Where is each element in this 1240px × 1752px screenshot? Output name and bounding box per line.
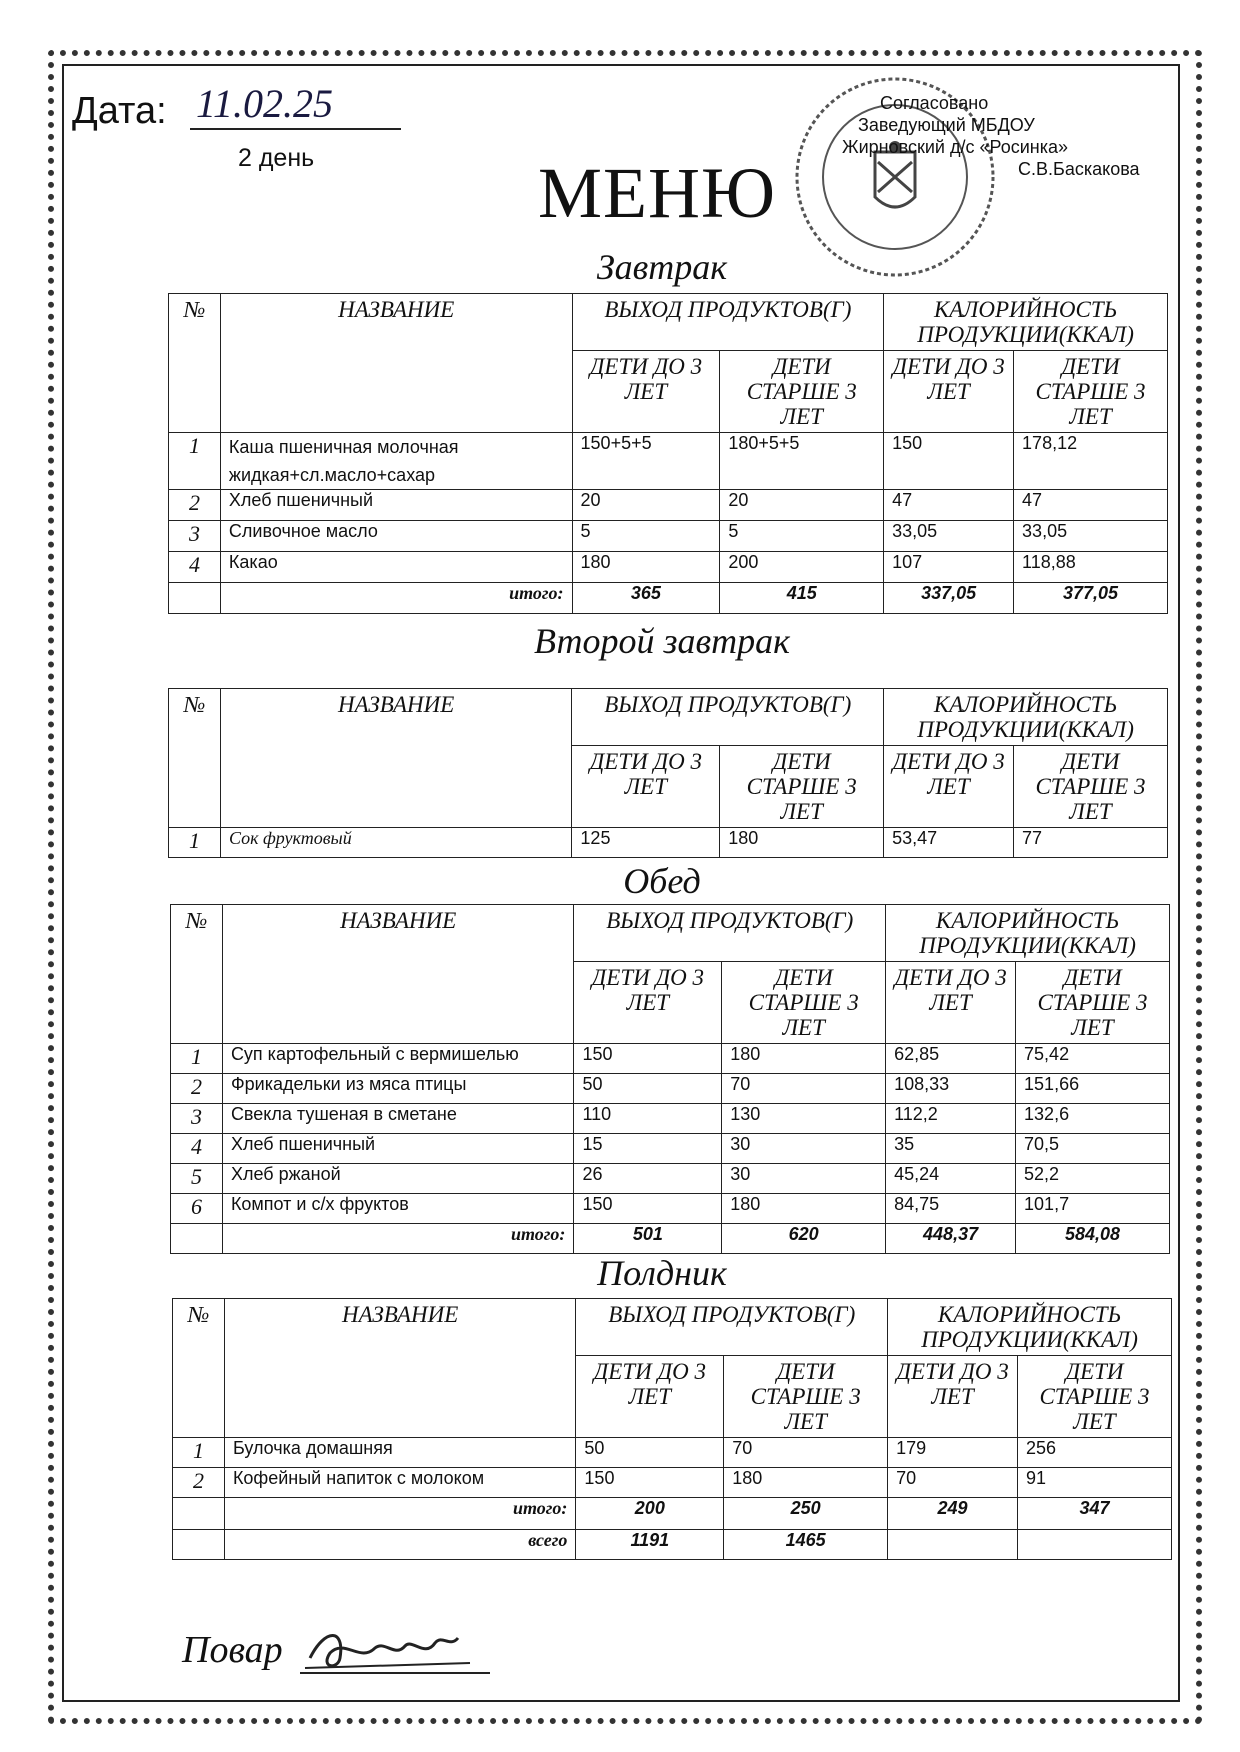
col-header-under3: ДЕТИ ДО 3 ЛЕТ <box>574 962 722 1044</box>
dish-name: Булочка домашняя <box>224 1438 575 1468</box>
output-under3: 180 <box>572 552 720 583</box>
col-header-over3: ДЕТИ СТАРШЕ 3 ЛЕТ <box>720 746 884 828</box>
cook-label: Повар <box>182 1629 283 1671</box>
calories-under3: 33,05 <box>884 521 1014 552</box>
total-label: итого: <box>222 1224 574 1254</box>
output-under3: 150+5+5 <box>572 433 720 490</box>
total-calories-under3: 448,37 <box>886 1224 1016 1254</box>
output-over3: 180 <box>720 828 884 858</box>
output-over3: 30 <box>722 1164 886 1194</box>
calories-over3: 91 <box>1018 1468 1172 1498</box>
empty-cell <box>888 1530 1018 1560</box>
col-header-calories: КАЛОРИЙНОСТЬ ПРОДУКЦИИ(ККАЛ) <box>886 905 1170 962</box>
calories-over3: 118,88 <box>1014 552 1168 583</box>
col-header-over3: ДЕТИ СТАРШЕ 3 ЛЕТ <box>1014 351 1168 433</box>
col-header-over3: ДЕТИ СТАРШЕ 3 ЛЕТ <box>724 1356 888 1438</box>
col-header-output: ВЫХОД ПРОДУКТОВ(Г) <box>574 905 886 962</box>
output-over3: 70 <box>724 1438 888 1468</box>
table-row <box>171 1044 1170 1074</box>
calories-over3: 70,5 <box>1016 1134 1170 1164</box>
row-num: 1 <box>169 433 221 490</box>
col-header-under3: ДЕТИ ДО 3 ЛЕТ <box>886 962 1016 1044</box>
calories-under3: 179 <box>888 1438 1018 1468</box>
dish-name: Суп картофельный с вермишелью <box>222 1044 574 1074</box>
table-row <box>169 490 1168 521</box>
output-over3: 180 <box>722 1044 886 1074</box>
total-calories-under3: 337,05 <box>884 583 1014 614</box>
approval-signatory: С.В.Баскакова <box>1018 159 1140 179</box>
total-output-over3: 415 <box>720 583 884 614</box>
output-under3: 20 <box>572 490 720 521</box>
col-header-under3: ДЕТИ ДО 3 ЛЕТ <box>572 746 720 828</box>
dish-name: Какао <box>220 552 572 583</box>
row-num: 3 <box>171 1104 223 1134</box>
output-under3: 26 <box>574 1164 722 1194</box>
total-calories-over3: 347 <box>1018 1498 1172 1530</box>
output-over3: 70 <box>722 1074 886 1104</box>
total-output-over3: 620 <box>722 1224 886 1254</box>
output-under3: 15 <box>574 1134 722 1164</box>
output-under3: 50 <box>576 1438 724 1468</box>
table-row <box>173 1438 1172 1468</box>
row-num: 4 <box>171 1134 223 1164</box>
table-row <box>169 828 1168 858</box>
calories-under3: 62,85 <box>886 1044 1016 1074</box>
col-header-name: НАЗВАНИЕ <box>220 294 572 433</box>
second-breakfast-table <box>168 688 1168 858</box>
col-header-name: НАЗВАНИЕ <box>220 689 571 828</box>
calories-under3: 112,2 <box>886 1104 1016 1134</box>
col-header-num: № <box>173 1299 225 1438</box>
dish-name: Фрикадельки из мяса птицы <box>222 1074 574 1104</box>
table-row <box>171 1134 1170 1164</box>
date-value: 11.02.25 <box>190 80 401 130</box>
section-title-snack: Полдник <box>597 1253 727 1293</box>
output-under3: 5 <box>572 521 720 552</box>
row-num: 4 <box>169 552 221 583</box>
calories-over3: 132,6 <box>1016 1104 1170 1134</box>
col-header-over3: ДЕТИ СТАРШЕ 3 ЛЕТ <box>1016 962 1170 1044</box>
col-header-name: НАЗВАНИЕ <box>222 905 574 1044</box>
date-label: Дата: <box>72 90 167 132</box>
section-title-second-breakfast: Второй завтрак <box>534 621 790 661</box>
col-header-calories: КАЛОРИЙНОСТЬ ПРОДУКЦИИ(ККАЛ) <box>884 294 1168 351</box>
section-title-lunch: Обед <box>623 861 701 901</box>
output-over3: 180 <box>722 1194 886 1224</box>
col-header-under3: ДЕТИ ДО 3 ЛЕТ <box>884 351 1014 433</box>
calories-over3: 77 <box>1014 828 1168 858</box>
table-row <box>169 552 1168 583</box>
calories-under3: 47 <box>884 490 1014 521</box>
calories-over3: 52,2 <box>1016 1164 1170 1194</box>
col-header-under3: ДЕТИ ДО 3 ЛЕТ <box>888 1356 1018 1438</box>
page-title: МЕНЮ <box>538 153 776 233</box>
dish-name: Сливочное масло <box>220 521 572 552</box>
col-header-calories: КАЛОРИЙНОСТЬ ПРОДУКЦИИ(ККАЛ) <box>888 1299 1172 1356</box>
calories-under3: 35 <box>886 1134 1016 1164</box>
row-num: 2 <box>169 490 221 521</box>
calories-over3: 178,12 <box>1014 433 1168 490</box>
calories-over3: 75,42 <box>1016 1044 1170 1074</box>
dish-name: Каша пшеничная молочная жидкая+сл.масло+сахар <box>220 433 572 490</box>
table-row <box>173 1468 1172 1498</box>
grand-total-label: всего <box>224 1530 575 1560</box>
output-under3: 125 <box>572 828 720 858</box>
row-num: 1 <box>169 828 221 858</box>
table-row <box>169 521 1168 552</box>
output-under3: 50 <box>574 1074 722 1104</box>
calories-under3: 53,47 <box>884 828 1014 858</box>
calories-under3: 150 <box>884 433 1014 490</box>
approval-line: Согласовано <box>880 93 989 113</box>
total-calories-over3: 377,05 <box>1014 583 1168 614</box>
col-header-under3: ДЕТИ ДО 3 ЛЕТ <box>572 351 720 433</box>
row-num: 2 <box>171 1074 223 1104</box>
col-header-calories: КАЛОРИЙНОСТЬ ПРОДУКЦИИ(ККАЛ) <box>884 689 1168 746</box>
output-over3: 200 <box>720 552 884 583</box>
total-output-over3: 250 <box>724 1498 888 1530</box>
grand-total-row <box>173 1530 1172 1560</box>
calories-over3: 151,66 <box>1016 1074 1170 1104</box>
row-num: 5 <box>171 1164 223 1194</box>
total-calories-under3: 249 <box>888 1498 1018 1530</box>
total-label: итого: <box>220 583 572 614</box>
total-row <box>169 583 1168 614</box>
total-calories-over3: 584,08 <box>1016 1224 1170 1254</box>
calories-over3: 101,7 <box>1016 1194 1170 1224</box>
calories-under3: 108,33 <box>886 1074 1016 1104</box>
total-row <box>171 1224 1170 1254</box>
calories-under3: 45,24 <box>886 1164 1016 1194</box>
calories-over3: 33,05 <box>1014 521 1168 552</box>
empty-cell <box>171 1224 223 1254</box>
empty-cell <box>173 1530 225 1560</box>
empty-cell <box>1018 1530 1172 1560</box>
day-label: 2 день <box>238 144 315 172</box>
calories-over3: 47 <box>1014 490 1168 521</box>
row-num: 1 <box>173 1438 225 1468</box>
breakfast-table <box>168 293 1168 614</box>
approval-line: Заведующий МБДОУ <box>858 115 1035 135</box>
col-header-output: ВЫХОД ПРОДУКТОВ(Г) <box>572 294 884 351</box>
total-output-under3: 365 <box>572 583 720 614</box>
output-under3: 150 <box>576 1468 724 1498</box>
col-header-over3: ДЕТИ СТАРШЕ 3 ЛЕТ <box>720 351 884 433</box>
calories-under3: 107 <box>884 552 1014 583</box>
grand-total-output-under3: 1191 <box>576 1530 724 1560</box>
approval-line: Жирновский д/с «Росинка» <box>842 137 1069 157</box>
output-over3: 5 <box>720 521 884 552</box>
col-header-over3: ДЕТИ СТАРШЕ 3 ЛЕТ <box>722 962 886 1044</box>
calories-over3: 256 <box>1018 1438 1172 1468</box>
col-header-over3: ДЕТИ СТАРШЕ 3 ЛЕТ <box>1014 746 1168 828</box>
total-output-under3: 501 <box>574 1224 722 1254</box>
dish-name: Кофейный напиток с молоком <box>224 1468 575 1498</box>
calories-under3: 84,75 <box>886 1194 1016 1224</box>
col-header-under3: ДЕТИ ДО 3 ЛЕТ <box>884 746 1014 828</box>
table-row <box>171 1164 1170 1194</box>
row-num: 2 <box>173 1468 225 1498</box>
col-header-num: № <box>171 905 223 1044</box>
output-under3: 110 <box>574 1104 722 1134</box>
col-header-num: № <box>169 294 221 433</box>
calories-under3: 70 <box>888 1468 1018 1498</box>
output-under3: 150 <box>574 1194 722 1224</box>
empty-cell <box>169 583 221 614</box>
dish-name: Сок фруктовый <box>220 828 571 858</box>
output-over3: 180 <box>724 1468 888 1498</box>
dish-name: Хлеб пшеничный <box>220 490 572 521</box>
output-under3: 150 <box>574 1044 722 1074</box>
dish-name: Компот и с/х фруктов <box>222 1194 574 1224</box>
dish-name: Хлеб ржаной <box>222 1164 574 1194</box>
col-header-output: ВЫХОД ПРОДУКТОВ(Г) <box>572 689 884 746</box>
snack-table <box>172 1298 1172 1560</box>
col-header-over3: ДЕТИ СТАРШЕ 3 ЛЕТ <box>1018 1356 1172 1438</box>
signature-icon <box>300 1618 520 1678</box>
dish-name: Хлеб пшеничный <box>222 1134 574 1164</box>
col-header-num: № <box>169 689 221 828</box>
table-row <box>171 1104 1170 1134</box>
total-output-under3: 200 <box>576 1498 724 1530</box>
grand-total-output-over3: 1465 <box>724 1530 888 1560</box>
total-label: итого: <box>224 1498 575 1530</box>
output-over3: 30 <box>722 1134 886 1164</box>
col-header-name: НАЗВАНИЕ <box>224 1299 575 1438</box>
approval-block <box>842 92 1140 180</box>
row-num: 6 <box>171 1194 223 1224</box>
col-header-under3: ДЕТИ ДО 3 ЛЕТ <box>576 1356 724 1438</box>
output-over3: 20 <box>720 490 884 521</box>
dish-name: Свекла тушеная в сметане <box>222 1104 574 1134</box>
output-over3: 130 <box>722 1104 886 1134</box>
table-row <box>171 1194 1170 1224</box>
row-num: 3 <box>169 521 221 552</box>
output-over3: 180+5+5 <box>720 433 884 490</box>
section-title-breakfast: Завтрак <box>596 247 728 287</box>
table-row <box>171 1074 1170 1104</box>
row-num: 1 <box>171 1044 223 1074</box>
col-header-output: ВЫХОД ПРОДУКТОВ(Г) <box>576 1299 888 1356</box>
lunch-table <box>170 904 1170 1254</box>
total-row <box>173 1498 1172 1530</box>
empty-cell <box>173 1498 225 1530</box>
table-row <box>169 433 1168 490</box>
